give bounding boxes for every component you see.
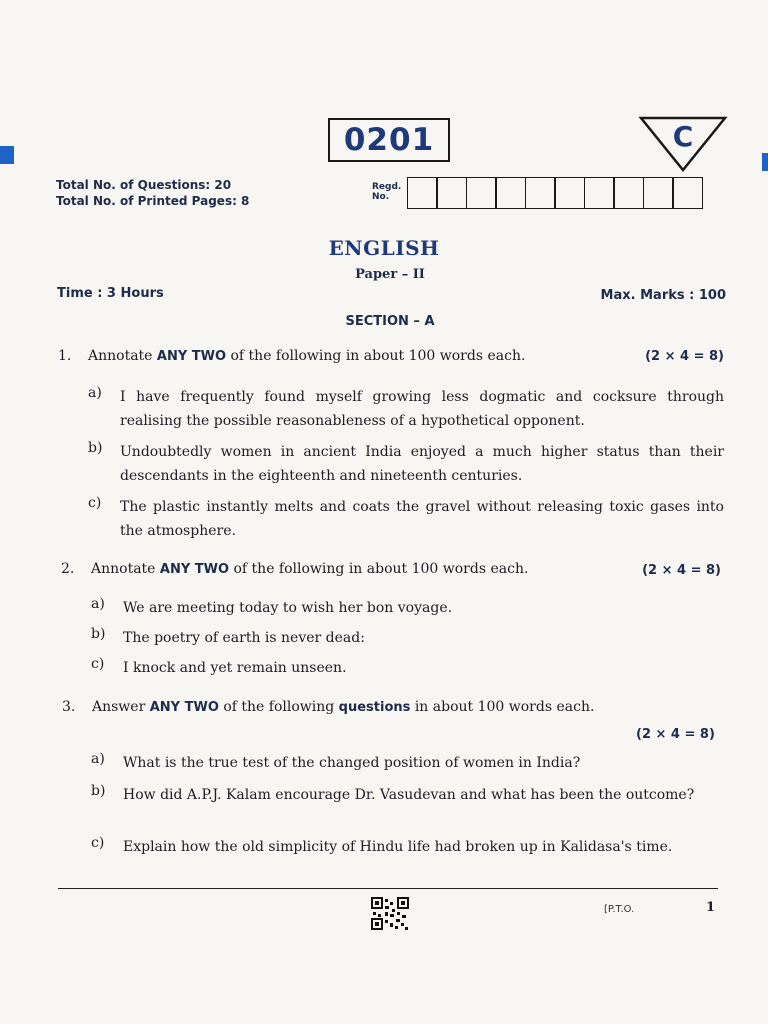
question-3-marks: (2 × 4 = 8) (636, 727, 715, 742)
regd-label-line1: Regd. (372, 182, 402, 192)
set-indicator (638, 114, 728, 174)
question-text (91, 561, 528, 577)
option-3c (91, 835, 721, 883)
regd-box (613, 177, 644, 209)
question-1 (58, 348, 728, 368)
regd-number-boxes (408, 177, 703, 211)
option-text: How did A.P.J. Kalam encourage Dr. Vasudevan and what has been the outcome? (123, 787, 695, 803)
option-3b (91, 783, 721, 831)
option-text: I knock and yet remain unseen. (123, 660, 347, 676)
question-text-pre: Answer (92, 699, 150, 715)
question-marks: (2 × 4 = 8) (645, 349, 724, 364)
regd-box (495, 177, 526, 209)
question-number: 2. (61, 561, 75, 577)
option-text: The poetry of earth is never dead: (123, 630, 365, 646)
option-label: a) (88, 385, 102, 401)
option-label: a) (91, 751, 105, 767)
total-pages: Total No. of Printed Pages: 8 (56, 194, 250, 208)
time-allowed: Time : 3 Hours (57, 286, 164, 301)
option-label: b) (91, 626, 106, 642)
regd-box (466, 177, 497, 209)
question-text-post: in about 100 words each. (410, 699, 595, 715)
max-marks: Max. Marks : 100 (600, 288, 726, 303)
footer-rule (58, 888, 718, 889)
question-text-bold: ANY TWO (159, 562, 230, 577)
question-text-post: of the following in about 100 words each. (229, 561, 529, 577)
page-number: 1 (706, 900, 716, 915)
option-1b (88, 440, 724, 488)
paper-title: Paper – II (355, 267, 425, 282)
option-text: Explain how the old simplicity of Hindu life had broken up in Kalidasa's time. (123, 839, 673, 855)
question-text-bold-2: questions (338, 700, 411, 715)
question-number: 1. (58, 348, 72, 364)
total-questions: Total No. of Questions: 20 (56, 178, 232, 192)
paper-code: 0201 (328, 118, 450, 162)
question-marks: (2 × 4 = 8) (642, 563, 721, 578)
question-text-pre: Annotate (88, 348, 157, 364)
question-text (88, 348, 525, 364)
right-margin-mark (762, 153, 768, 171)
regd-box (584, 177, 615, 209)
option-2b (91, 626, 711, 650)
regd-box (436, 177, 467, 209)
regd-label (372, 182, 401, 202)
regd-box (672, 177, 703, 209)
option-text: We are meeting today to wish her bon voyage. (123, 600, 453, 616)
option-text: I have frequently found myself growing less dogmatic and cocksure through realising the possible reasonableness of a hypothetical opponent. (120, 389, 724, 429)
option-1a (88, 385, 724, 433)
regd-box (407, 177, 438, 209)
left-margin-mark (0, 146, 14, 164)
option-label: a) (91, 596, 105, 612)
regd-box (525, 177, 556, 209)
option-text: What is the true test of the changed position of women in India? (123, 755, 581, 771)
option-label: b) (88, 440, 103, 456)
option-label: c) (91, 656, 105, 672)
question-2 (61, 561, 725, 581)
option-label: c) (88, 495, 102, 511)
regd-box (554, 177, 585, 209)
question-3 (62, 699, 722, 719)
regd-box (643, 177, 674, 209)
option-2c (91, 656, 711, 680)
question-text-bold: ANY TWO (149, 700, 219, 715)
option-2a (91, 596, 711, 620)
question-text (92, 699, 594, 715)
option-label: c) (91, 835, 105, 851)
set-letter: C (672, 120, 694, 153)
option-label: b) (91, 783, 106, 799)
option-1c (88, 495, 724, 543)
option-text: Undoubtedly women in ancient India enjoyed a much higher status than their descendants in the eighteenth and nineteenth centuries. (120, 444, 724, 484)
section-heading: SECTION – A (345, 314, 435, 329)
question-text-bold: ANY TWO (156, 349, 227, 364)
question-text-post: of the following in about 100 words each. (226, 348, 526, 364)
question-text-pre: Annotate (91, 561, 160, 577)
regd-label-line2: No. (372, 192, 390, 202)
subject-title: ENGLISH (328, 236, 440, 260)
question-number: 3. (62, 699, 76, 715)
option-3a (91, 751, 721, 775)
question-text-mid: of the following (218, 699, 339, 715)
pto-note: [P.T.O. (604, 904, 635, 915)
qr-code-icon (371, 897, 409, 931)
option-text: The plastic instantly melts and coats the gravel without releasing toxic gases into the atmosphere. (120, 499, 724, 539)
